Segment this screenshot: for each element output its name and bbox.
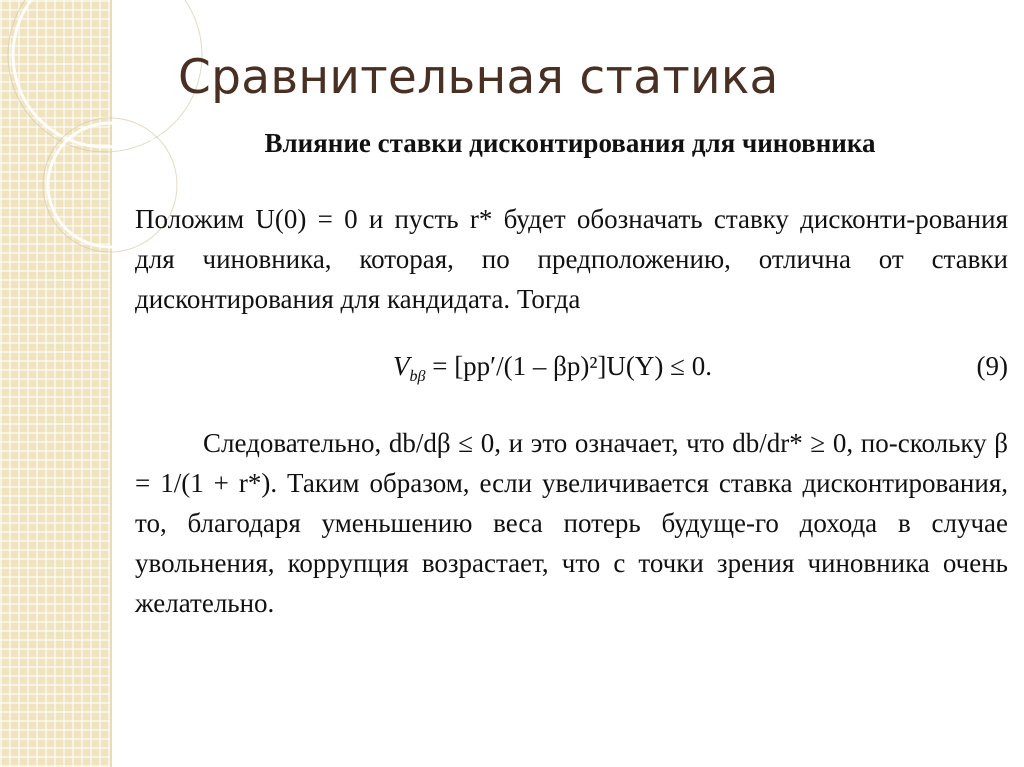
equation-body xyxy=(393,351,712,386)
equation-9 xyxy=(135,351,1008,391)
slide-title: Сравнительная статика xyxy=(178,50,779,105)
equation-subscript: bβ xyxy=(409,368,426,385)
equation-number: (9) xyxy=(976,351,1008,381)
equation-lhs: V xyxy=(393,351,410,381)
paragraph-2: Следовательно, db/dβ ≤ 0, и это означает, что db/dr* ≥ 0, по-скольку β = 1/(1 + r*). Таким образом, если увеличивается ставка дисконтирования, то, благодаря уменьшению веса потерь будуще-го дохода в случае увольнения, коррупция возрастает, что с точки зрения чиновника очень желательно. xyxy=(135,428,1008,618)
equation-rhs: = [pp′/(1 – βp)²]U(Y) ≤ 0. xyxy=(425,351,712,381)
slide-subtitle: Влияние ставки дисконтирования для чиновника xyxy=(264,128,876,158)
paragraph-1: Положим U(0) = 0 и пусть r* будет обозначать ставку дисконти-рования для чиновника, которая, по предположению, отлична от ставки дисконтирования для кандидата. Тогда xyxy=(135,204,1008,314)
